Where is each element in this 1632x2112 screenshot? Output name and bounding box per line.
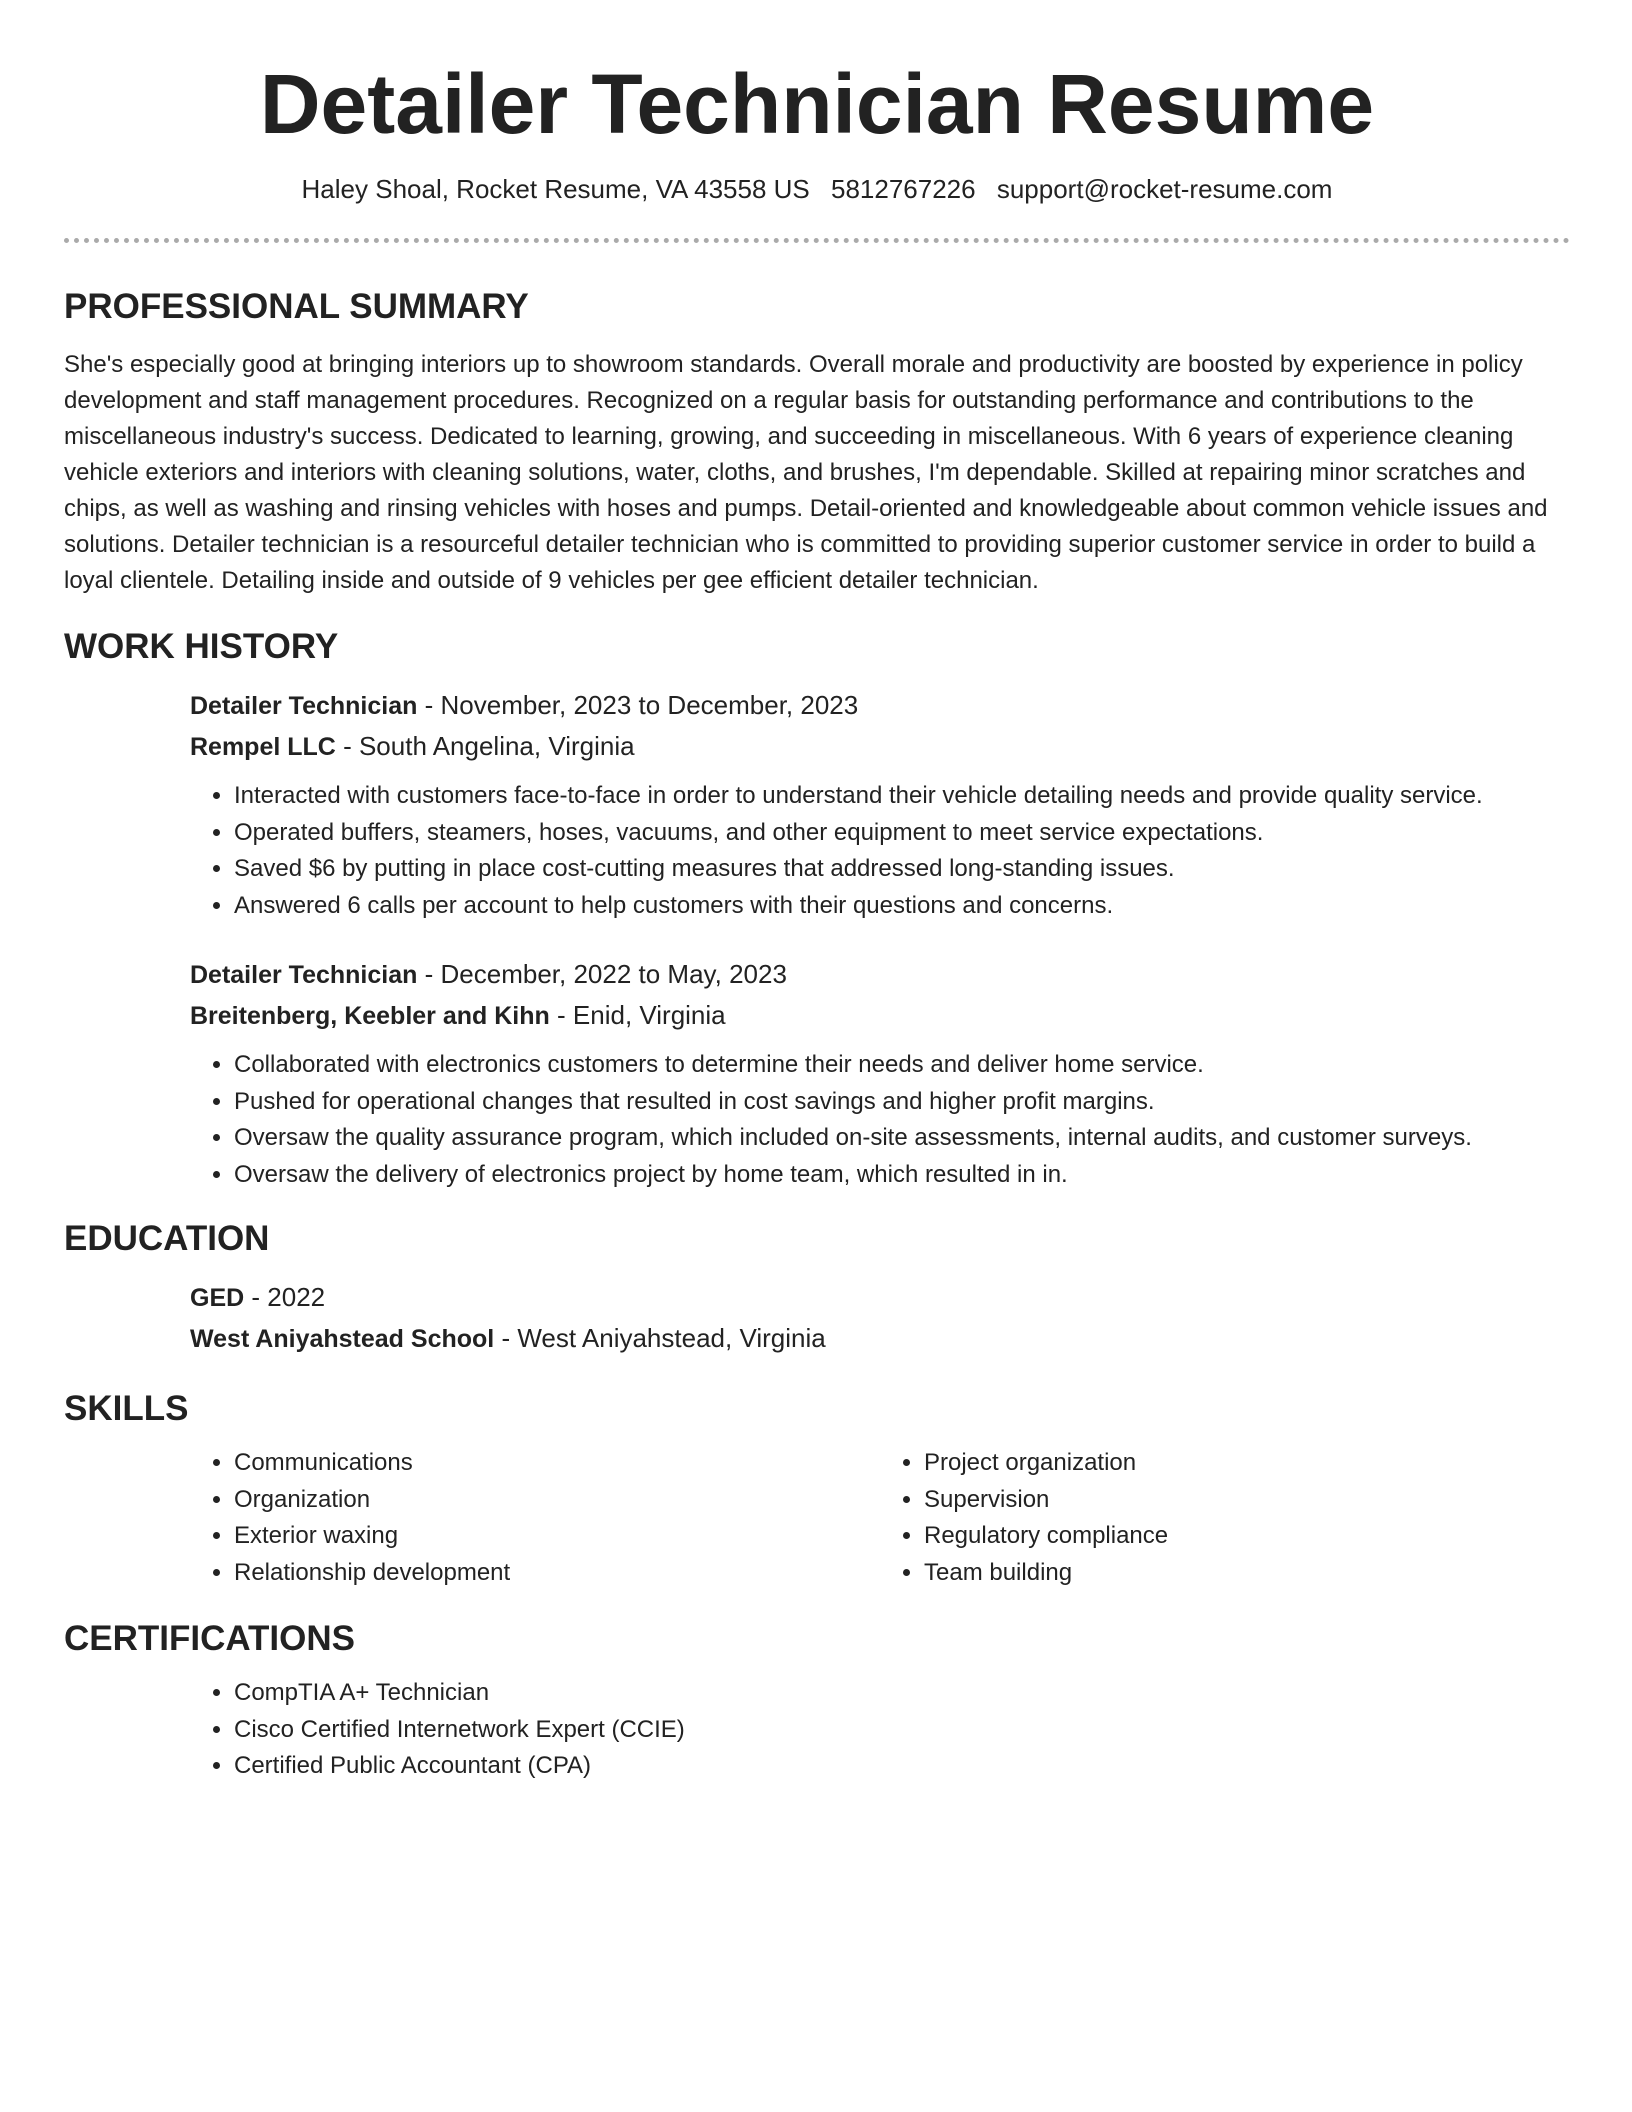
work-section	[64, 625, 1570, 1193]
job-title-line	[190, 954, 1570, 995]
resume-page	[64, 0, 1570, 1785]
job-company-line	[190, 726, 1570, 767]
list-item: • Organization	[234, 1482, 880, 1519]
list-item: • Project organization	[924, 1445, 1570, 1482]
skills-section	[64, 1387, 1570, 1591]
list-item: • Cisco Certified Internetwork Expert (CCIE)	[234, 1712, 1570, 1749]
certifications-section	[64, 1617, 1570, 1785]
resume-title: Detailer Technician Resume	[259, 57, 1375, 151]
education-section	[64, 1217, 1570, 1359]
certifications-entry	[190, 1675, 1570, 1785]
education-entry	[190, 1277, 1570, 1359]
list-item: • Relationship development	[234, 1555, 880, 1592]
job-company-line	[190, 995, 1570, 1036]
header-divider	[64, 238, 1570, 243]
education-location: - West Aniyahstead, Virginia	[494, 1323, 826, 1353]
contact-email: support@rocket-resume.com	[996, 174, 1333, 204]
list-item: • Regulatory compliance	[924, 1518, 1570, 1555]
skills-grid	[190, 1445, 1570, 1591]
list-item: • Exterior waxing	[234, 1518, 880, 1555]
list-item: • Operated buffers, steamers, hoses, vacuums, and other equipment to meet service expectations.	[234, 815, 1570, 852]
list-item: • Communications	[234, 1445, 880, 1482]
list-item: • Oversaw the delivery of electronics project by home team, which resulted in in.	[234, 1157, 1570, 1194]
list-item: • Team building	[924, 1555, 1570, 1592]
certifications-heading: CERTIFICATIONS	[64, 1619, 356, 1658]
list-item: • Oversaw the quality assurance program, which included on-site assessments, internal audits, and customer surveys.	[234, 1120, 1570, 1157]
summary-text: She's especially good at bringing interiors up to showroom standards. Overall morale and productivity are boosted by experience in policy development and staff management procedures. Recognized on a regular basis for outstanding performance and contributions to the miscellaneous industry's success. Dedicated to learning, growing, and succeeding in miscellaneous. With 6 years of experience cleaning vehicle exteriors and interiors with cleaning solutions, water, cloths, and brushes, I'm dependable. Skilled at repairing minor scratches and chips, as well as washing and rinsing vehicles with hoses and pumps. Detail-oriented and knowledgeable about common vehicle issues and solutions. Detailer technician is a resourceful detailer technician who is committed to providing superior customer service in order to build a loyal clientele. Detailing inside and outside of 9 vehicles per gee efficient detailer technician.	[64, 351, 1548, 594]
skills-heading: SKILLS	[64, 1389, 189, 1428]
skills-left-list	[190, 1445, 880, 1591]
job-location: - South Angelina, Virginia	[335, 731, 635, 761]
education-year: - 2022	[244, 1282, 326, 1312]
summary-heading: PROFESSIONAL SUMMARY	[64, 287, 529, 326]
job-title: Detailer Technician	[190, 692, 418, 720]
list-item: • Answered 6 calls per account to help customers with their questions and concerns.	[234, 888, 1570, 925]
job-entry	[190, 954, 1570, 1193]
job-company: Rempel LLC	[190, 733, 336, 761]
job-dates: - November, 2023 to December, 2023	[417, 690, 859, 720]
list-item: • Collaborated with electronics customers to determine their needs and deliver home service.	[234, 1047, 1570, 1084]
job-dates: - December, 2022 to May, 2023	[417, 959, 787, 989]
work-heading: WORK HISTORY	[64, 627, 339, 666]
job-bullets	[190, 1047, 1570, 1193]
contact-address: Haley Shoal, Rocket Resume, VA 43558 US	[301, 174, 810, 204]
list-item: • Interacted with customers face-to-face in order to understand their vehicle detailing needs and provide quality service.	[234, 778, 1570, 815]
certifications-list	[190, 1675, 1570, 1785]
education-school: West Aniyahstead School	[190, 1325, 495, 1353]
education-degree: GED	[190, 1284, 245, 1312]
education-school-line	[190, 1318, 1570, 1359]
contact-phone: 5812767226	[831, 174, 976, 204]
job-entry	[190, 685, 1570, 924]
job-company: Breitenberg, Keebler and Kihn	[190, 1002, 550, 1030]
job-title-line	[190, 685, 1570, 726]
education-heading: EDUCATION	[64, 1219, 270, 1258]
list-item: • CompTIA A+ Technician	[234, 1675, 1570, 1712]
contact-line	[64, 172, 1570, 206]
list-item: • Saved $6 by putting in place cost-cutting measures that addressed long-standing issues.	[234, 851, 1570, 888]
job-title: Detailer Technician	[190, 961, 418, 989]
skills-right-list	[880, 1445, 1570, 1591]
job-location: - Enid, Virginia	[549, 1000, 726, 1030]
list-item: • Supervision	[924, 1482, 1570, 1519]
summary-section	[64, 285, 1570, 599]
education-degree-line	[190, 1277, 1570, 1318]
job-bullets	[190, 778, 1570, 924]
list-item: • Pushed for operational changes that resulted in cost savings and higher profit margins.	[234, 1084, 1570, 1121]
list-item: • Certified Public Accountant (CPA)	[234, 1748, 1570, 1785]
